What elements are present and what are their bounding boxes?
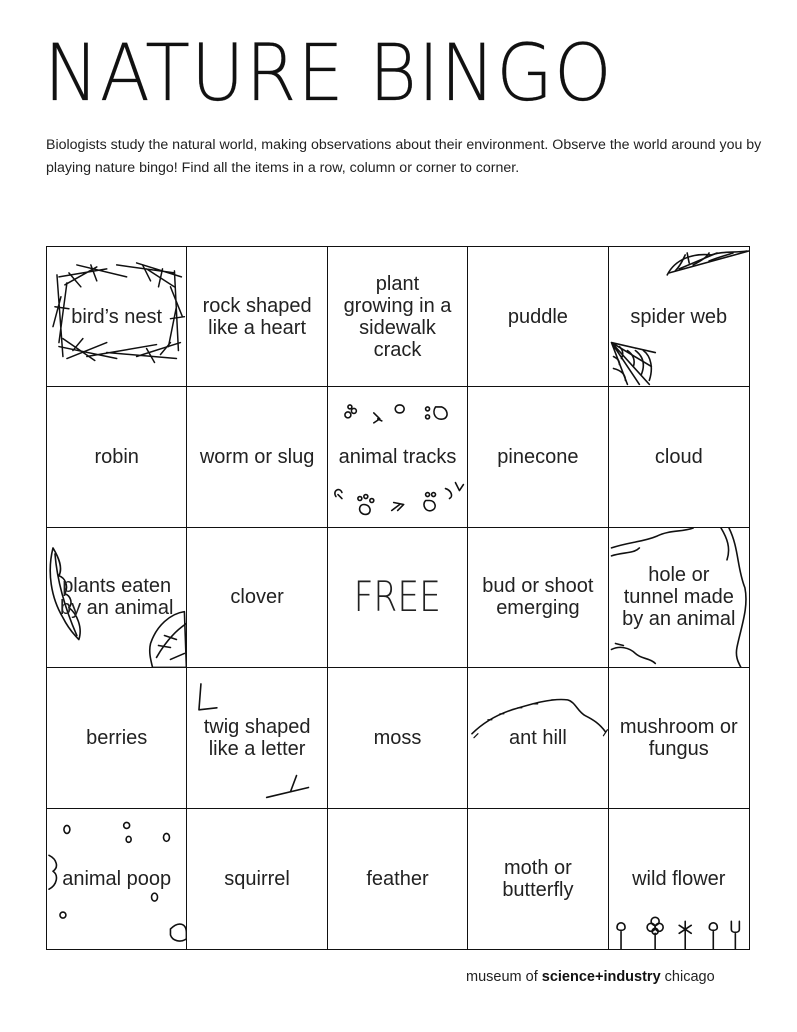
bingo-cell-animal-poop[interactable] bbox=[47, 809, 187, 949]
cell-label: plants eaten by an animal bbox=[59, 575, 174, 620]
bingo-cell-spider-web[interactable] bbox=[609, 247, 749, 387]
bingo-cell-birds-nest[interactable] bbox=[47, 247, 187, 387]
cell-label: berries bbox=[86, 726, 148, 749]
free-space-label: FREE bbox=[353, 572, 442, 622]
footer-brand: science+industry bbox=[541, 969, 661, 985]
cell-label: rock shaped like a heart bbox=[202, 294, 312, 339]
bingo-cell-free[interactable] bbox=[328, 528, 468, 668]
cell-label: moth or butterfly bbox=[502, 856, 574, 901]
bingo-cell-worm-slug[interactable] bbox=[187, 387, 327, 527]
cell-label: hole or tunnel made by an animal bbox=[622, 564, 736, 631]
bingo-cell-ant-hill[interactable] bbox=[468, 668, 608, 808]
footer-prefix: museum of bbox=[466, 969, 538, 985]
cell-label: worm or slug bbox=[199, 446, 315, 469]
cell-label: wild flower bbox=[632, 867, 726, 890]
cell-label: clover bbox=[230, 586, 284, 609]
bingo-cell-hole-tunnel[interactable] bbox=[609, 528, 749, 668]
bingo-cell-puddle[interactable] bbox=[468, 247, 608, 387]
bingo-cell-pinecone[interactable] bbox=[468, 387, 608, 527]
cell-label: spider web bbox=[630, 305, 728, 328]
bingo-cell-feather[interactable] bbox=[328, 809, 468, 949]
cell-label: ant hill bbox=[508, 726, 567, 749]
cell-label: cloud bbox=[654, 446, 703, 469]
cell-label: pinecone bbox=[497, 446, 579, 469]
cell-label: puddle bbox=[507, 305, 568, 328]
bingo-cell-bud-shoot[interactable] bbox=[468, 528, 608, 668]
bingo-cell-cloud[interactable] bbox=[609, 387, 749, 527]
page-title: NATURE BINGO bbox=[44, 29, 613, 119]
bingo-cell-moth-butterfly[interactable] bbox=[468, 809, 608, 949]
bingo-cell-plants-eaten[interactable] bbox=[47, 528, 187, 668]
cell-label: plant growing in a sidewalk crack bbox=[343, 272, 452, 361]
cell-label: moss bbox=[373, 726, 422, 749]
bingo-cell-clover[interactable] bbox=[187, 528, 327, 668]
intro-text: Biologists study the natural world, making observations about their environment. Observe the world around you by playing nature bingo! Find all the items in a row, column or corner to corner. bbox=[46, 137, 762, 176]
cell-label: animal poop bbox=[62, 867, 172, 890]
footer-suffix: chicago bbox=[664, 969, 715, 985]
cell-label: squirrel bbox=[224, 867, 290, 890]
bingo-cell-mushroom[interactable] bbox=[609, 668, 749, 808]
bingo-cell-berries[interactable] bbox=[47, 668, 187, 808]
bingo-cell-robin[interactable] bbox=[47, 387, 187, 527]
cell-label: animal tracks bbox=[338, 446, 457, 469]
cell-label: mushroom or fungus bbox=[619, 715, 738, 760]
museum-logo-text bbox=[466, 969, 715, 985]
bingo-cell-animal-tracks[interactable] bbox=[328, 387, 468, 527]
bingo-cell-sidewalk-plant[interactable] bbox=[328, 247, 468, 387]
cell-label: twig shaped like a letter bbox=[203, 715, 311, 760]
bingo-grid bbox=[46, 246, 750, 950]
bingo-cell-twig-letter[interactable] bbox=[187, 668, 327, 808]
bingo-cell-wild-flower[interactable] bbox=[609, 809, 749, 949]
cell-label: feather bbox=[366, 867, 429, 890]
bingo-cell-rock-heart[interactable] bbox=[187, 247, 327, 387]
bingo-cell-moss[interactable] bbox=[328, 668, 468, 808]
cell-label: bud or shoot emerging bbox=[482, 575, 594, 620]
cell-label: bird’s nest bbox=[71, 305, 163, 328]
cell-label: robin bbox=[94, 446, 139, 469]
bingo-cell-squirrel[interactable] bbox=[187, 809, 327, 949]
